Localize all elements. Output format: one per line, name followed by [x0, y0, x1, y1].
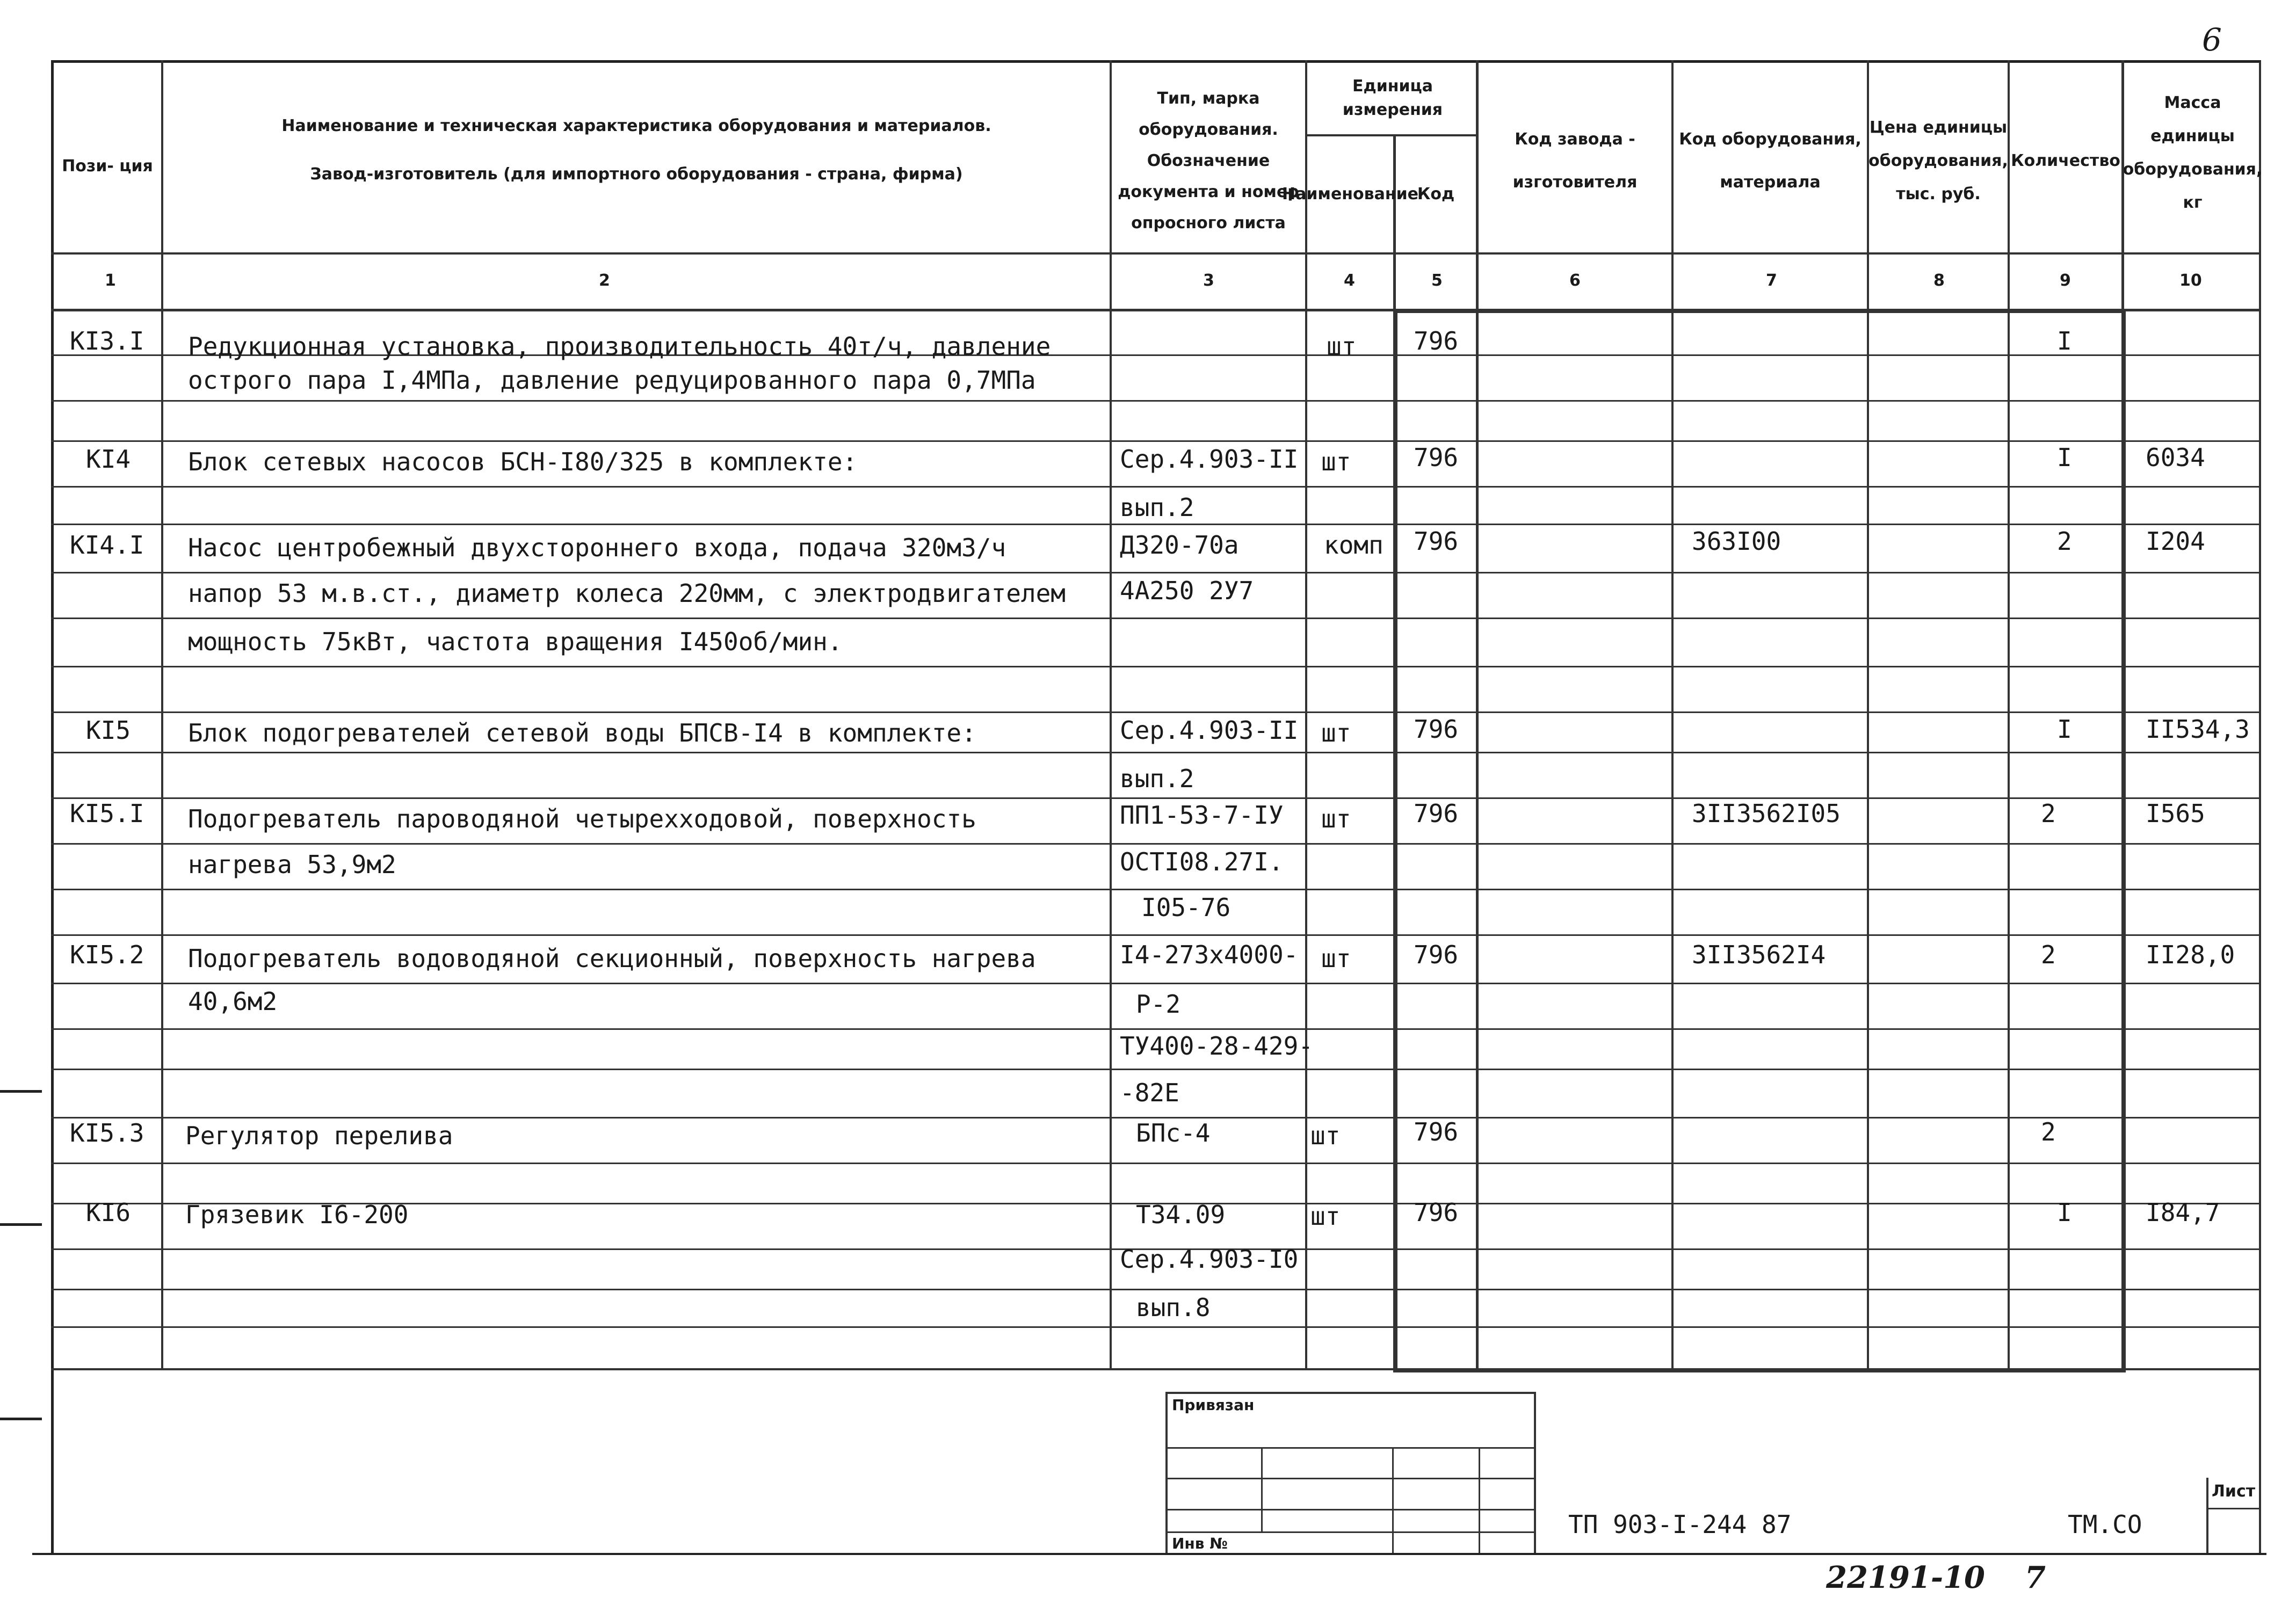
- row-description: Подогреватель пароводяной четырехходовой, поверхность: [188, 804, 976, 833]
- row-type: БПс-4: [1136, 1118, 1211, 1147]
- stamp-inventory-label: Инв №: [1172, 1535, 1228, 1552]
- col-num: 6: [1569, 271, 1581, 290]
- row-qty: 2: [2041, 940, 2056, 969]
- archive-sheet: 7: [2025, 1560, 2046, 1595]
- header-unit: Единица измерения: [1342, 76, 1443, 119]
- row-qty: 2: [2057, 527, 2072, 556]
- row-position: КI5.2: [70, 940, 144, 969]
- col-num: 9: [2060, 271, 2071, 290]
- sheet-label: Лист: [2212, 1482, 2256, 1501]
- row-description: напор 53 м.в.ст., диаметр колеса 220мм, с электродвигателем: [188, 579, 1066, 608]
- row-code: 796: [1414, 1198, 1459, 1227]
- row-type: -82Е: [1120, 1078, 1179, 1107]
- row-type: Т34.09: [1136, 1200, 1226, 1229]
- stamp-attached-label: Привязан: [1172, 1396, 1255, 1414]
- row-type: I4-273х4000-: [1120, 940, 1299, 969]
- row-position: КI4: [86, 445, 131, 474]
- header-equipment-code: Код оборудования, материала: [1679, 130, 1862, 192]
- row-unit: шт: [1321, 718, 1351, 747]
- row-mass: II534,3: [2146, 715, 2250, 744]
- row-description: Насос центробежный двухстороннего входа, подача 320м3/ч: [188, 533, 1006, 562]
- row-code: 796: [1414, 326, 1459, 355]
- row-unit: шт: [1321, 447, 1351, 476]
- row-description: Редукционная установка, производительность 40т/ч, давление: [188, 332, 1051, 361]
- header-price: Цена единицы оборудования, тыс. руб.: [1868, 118, 2008, 204]
- document-mark: ТМ.СО: [2068, 1510, 2142, 1539]
- margin-tick: [0, 1418, 42, 1420]
- row-qty: I: [2057, 326, 2072, 355]
- header-unit-name: Наименование: [1282, 185, 1418, 204]
- header-name-line2: Завод-изготовитель (для импортного оборудования - страна, фирма): [310, 165, 963, 184]
- row-code: 796: [1414, 799, 1459, 828]
- row-type: ТУ400-28-429-: [1120, 1032, 1314, 1061]
- row-code: 796: [1414, 715, 1459, 744]
- margin-tick: [0, 1223, 42, 1226]
- row-type: ПП1-53-7-IУ: [1120, 801, 1284, 830]
- row-unit: шт: [1327, 332, 1357, 361]
- col-num: 4: [1344, 271, 1355, 290]
- row-type: Д320-70а: [1120, 531, 1239, 560]
- col-num: 7: [1766, 271, 1777, 290]
- row-position: КI3.I: [70, 326, 144, 355]
- row-description: Грязевик I6-200: [185, 1200, 409, 1229]
- row-unit: шт: [1310, 1121, 1341, 1150]
- row-position: КI5.3: [70, 1118, 144, 1147]
- row-type: Сер.4.903-I0: [1120, 1245, 1299, 1274]
- bottom-border: [32, 1553, 2266, 1555]
- row-description: 40,6м2: [188, 987, 278, 1016]
- row-type: I05-76: [1141, 893, 1231, 922]
- row-unit: шт: [1310, 1202, 1341, 1231]
- row-type: вып.2: [1120, 493, 1194, 522]
- row-description: острого пара I,4МПа, давление редуцированного пара 0,7МПа: [188, 366, 1036, 395]
- col-num: 5: [1431, 271, 1443, 290]
- header-position: Пози- ция: [62, 157, 153, 176]
- row-type: вып.8: [1136, 1293, 1211, 1322]
- row-unit: комп: [1324, 531, 1384, 560]
- row-type: 4А250 2У7: [1120, 576, 1254, 605]
- header-quantity: Количество: [2011, 151, 2120, 170]
- row-equipment-code: 3II3562I05: [1692, 799, 1841, 828]
- row-qty: I: [2057, 1198, 2072, 1227]
- document-code: ТП 903-I-244 87: [1568, 1510, 1792, 1539]
- col-num: 3: [1203, 271, 1214, 290]
- row-qty: I: [2057, 443, 2072, 472]
- row-position: КI5.I: [70, 799, 144, 828]
- row-unit: шт: [1321, 804, 1351, 833]
- col-num: 10: [2179, 271, 2202, 290]
- row-qty: I: [2057, 715, 2072, 744]
- row-position: КI4.I: [70, 531, 144, 560]
- row-description: Блок подогревателей сетевой воды БПСВ-I4 в комплекте:: [188, 718, 976, 747]
- row-qty: 2: [2041, 799, 2056, 828]
- row-mass: 6034: [2146, 443, 2205, 472]
- page-number: 6: [2202, 21, 2222, 58]
- row-unit: шт: [1321, 944, 1351, 973]
- col-num: 8: [1933, 271, 1945, 290]
- row-code: 796: [1414, 527, 1459, 556]
- row-mass: II28,0: [2146, 940, 2235, 969]
- col-num: 1: [105, 271, 116, 290]
- row-equipment-code: 363I00: [1692, 527, 1781, 556]
- row-code: 796: [1414, 443, 1459, 472]
- row-type: Сер.4.903-II: [1120, 716, 1299, 745]
- row-description: Подогреватель водоводяной секционный, поверхность нагрева: [188, 944, 1036, 973]
- row-description: Регулятор перелива: [185, 1121, 453, 1150]
- row-mass: I204: [2146, 527, 2205, 556]
- row-description: мощность 75кВт, частота вращения I450об/мин.: [188, 627, 843, 656]
- row-type: Сер.4.903-II: [1120, 445, 1299, 474]
- archive-number: 22191-10: [1826, 1560, 1985, 1595]
- row-description: Блок сетевых насосов БСН-I80/325 в комплекте:: [188, 447, 858, 476]
- row-mass: I84,7: [2146, 1198, 2220, 1227]
- row-description: нагрева 53,9м2: [188, 850, 396, 879]
- header-name-line1: Наименование и техническая характеристика оборудования и материалов.: [281, 117, 991, 135]
- row-type: ОСТI08.27I.: [1120, 847, 1284, 876]
- row-mass: I565: [2146, 799, 2205, 828]
- row-position: КI6: [86, 1198, 131, 1227]
- header-factory-code: Код завода - изготовителя: [1512, 130, 1638, 192]
- margin-tick: [0, 1090, 42, 1093]
- header-mass: Масса единицы оборудования, кг: [2123, 93, 2263, 212]
- row-type: вып.2: [1120, 764, 1194, 793]
- row-equipment-code: 3II3562I4: [1692, 940, 1826, 969]
- row-code: 796: [1414, 940, 1459, 969]
- row-position: КI5: [86, 716, 131, 745]
- col-num: 2: [599, 271, 610, 290]
- header-unit-code: Код: [1417, 185, 1455, 204]
- row-qty: 2: [2041, 1117, 2056, 1146]
- row-type: Р-2: [1136, 990, 1181, 1019]
- header-type: Тип, марка оборудования. Обозначение документа и номер опросного листа: [1118, 89, 1299, 233]
- row-code: 796: [1414, 1117, 1459, 1146]
